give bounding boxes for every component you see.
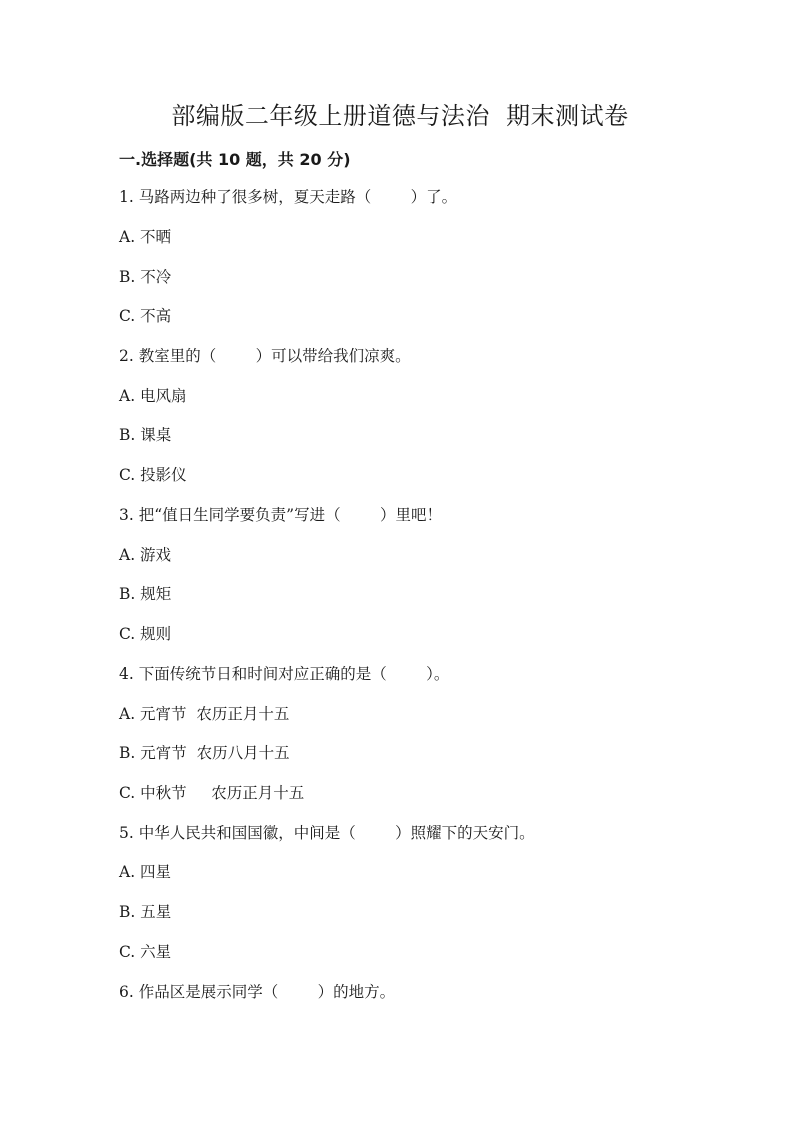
option-1c: C. 不高 bbox=[119, 307, 172, 325]
option-4b: B. 元宵节 农历八月十五 bbox=[119, 744, 290, 762]
option-3b: B. 规矩 bbox=[119, 585, 172, 603]
option-4a: A. 元宵节 农历正月十五 bbox=[119, 705, 290, 723]
option-5a: A. 四星 bbox=[119, 863, 172, 881]
option-1a: A. 不晒 bbox=[119, 228, 172, 246]
option-1b: B. 不冷 bbox=[119, 268, 172, 286]
question-2: 2. 教室里的（ ）可以带给我们凉爽。 bbox=[119, 347, 411, 365]
question-4: 4. 下面传统节日和时间对应正确的是（ ）。 bbox=[119, 665, 450, 683]
question-6: 6. 作品区是展示同学（ ）的地方。 bbox=[119, 983, 396, 1001]
option-2c: C. 投影仪 bbox=[119, 466, 187, 484]
question-3: 3. 把“值日生同学要负责”写进（ ）里吧！ bbox=[119, 506, 442, 524]
option-5b: B. 五星 bbox=[119, 903, 172, 921]
option-5c: C. 六星 bbox=[119, 943, 172, 961]
section-heading: 一.选择题(共 10 题，共 20 分) bbox=[119, 150, 351, 169]
page-title: 部编版二年级上册道德与法治 期末测试卷 bbox=[171, 102, 629, 130]
option-2b: B. 课桌 bbox=[119, 426, 172, 444]
option-3a: A. 游戏 bbox=[119, 546, 172, 564]
option-3c: C. 规则 bbox=[119, 625, 172, 643]
question-1: 1. 马路两边种了很多树，夏天走路（ ）了。 bbox=[119, 188, 458, 206]
option-4c: C. 中秋节 农历正月十五 bbox=[119, 784, 305, 802]
option-2a: A. 电风扇 bbox=[119, 387, 187, 405]
question-5: 5. 中华人民共和国国徽，中间是（ ）照耀下的天安门。 bbox=[119, 824, 535, 842]
